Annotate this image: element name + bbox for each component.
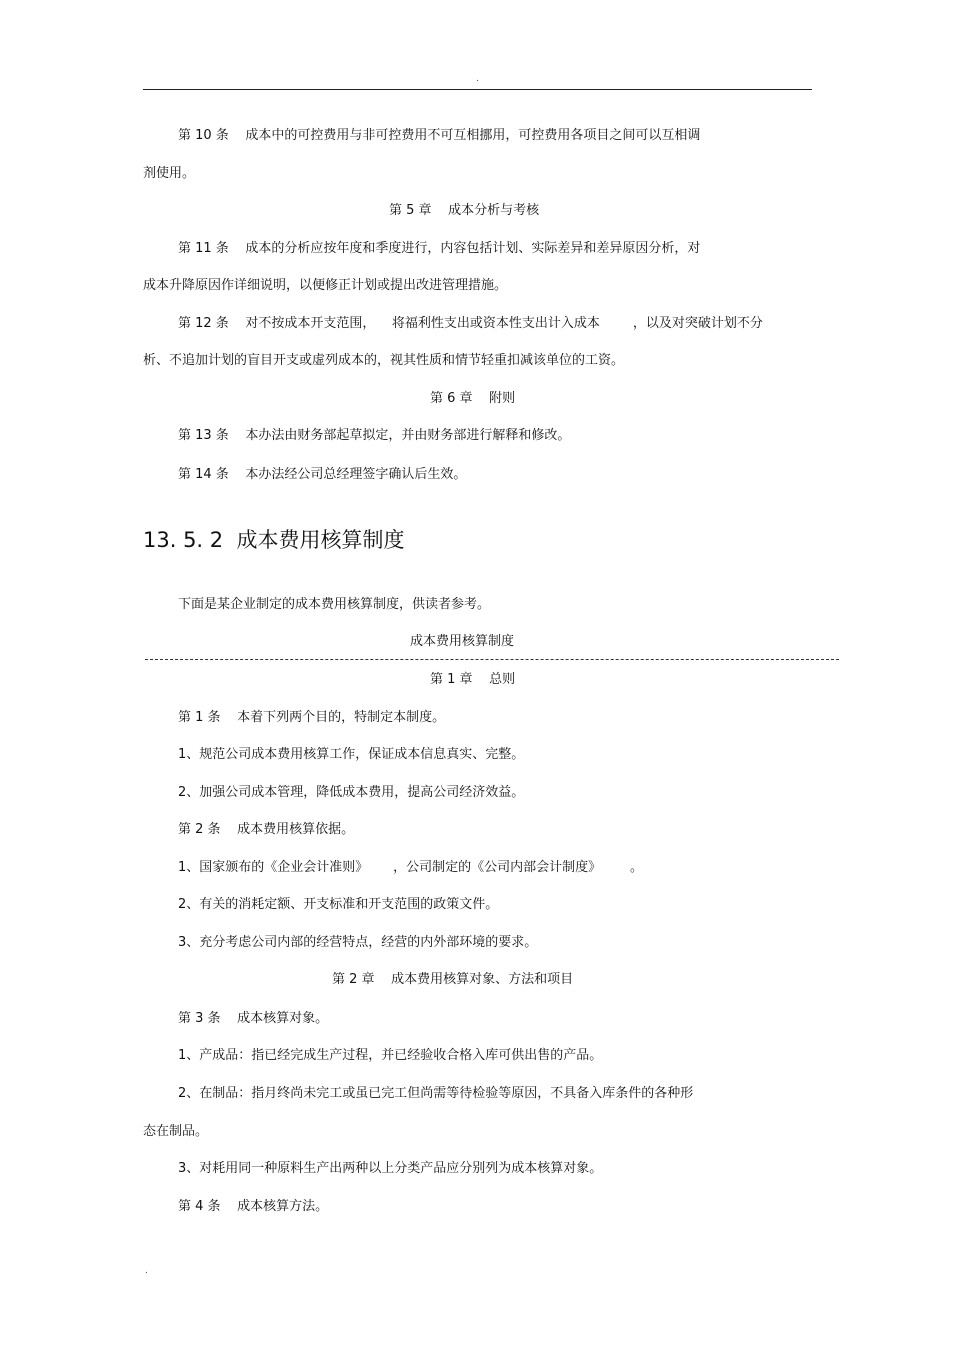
article-12-line-2: 析、不追加计划的盲目开支或虚列成本的，视其性质和情节轻重扣减该单位的工资。 (143, 353, 625, 368)
article-11-line-2: 成本升降原因作详细说明，以便修正计划或提出改进管理措施。 (143, 278, 508, 293)
article-3-item-2-line-2: 态在制品。 (143, 1124, 209, 1139)
chapter-1-title: 第 1 章 总则 (430, 672, 516, 687)
header-dot: . (476, 74, 479, 84)
article-3-item-1: 1、产成品：指已经完成生产过程，并已经验收合格入库可供出售的产品。 (178, 1048, 603, 1063)
article-3-item-2-line-1: 2、在制品：指月终尚未完工或虽已完工但尚需等待检验等原因，不具备入库条件的各种形 (178, 1086, 694, 1101)
article-2: 第 2 条 成本费用核算依据。 (178, 822, 355, 837)
article-3-item-3: 3、对耗用同一种原料生产出两种以上分类产品应分别列为成本核算对象。 (178, 1161, 603, 1176)
article-1-item-2: 2、加强公司成本管理，降低成本费用，提高公司经济效益。 (178, 785, 525, 800)
article-10-line-2: 剂使用。 (143, 166, 196, 181)
article-2-item-2: 2、有关的消耗定额、开支标准和开支范围的政策文件。 (178, 897, 499, 912)
header-rule (143, 89, 812, 90)
dashed-divider (145, 659, 839, 660)
article-2-item-1: 1、国家颁布的《企业会计准则》 ，公司制定的《公司内部会计制度》 。 (178, 860, 643, 875)
article-1-item-1: 1、规范公司成本费用核算工作，保证成本信息真实、完整。 (178, 747, 525, 762)
article-2-item-3: 3、充分考虑公司内部的经营特点，经营的内外部环境的要求。 (178, 935, 538, 950)
article-4: 第 4 条 成本核算方法。 (178, 1199, 329, 1214)
footer-dot: . (145, 1266, 148, 1276)
article-12-line-1: 第 12 条 对不按成本开支范围， 将福利性支出或资本性支出计入成本 ，以及对突破计划不分 (178, 316, 763, 331)
document-title: 成本费用核算制度 (410, 634, 515, 649)
article-13: 第 13 条 本办法由财务部起草拟定，并由财务部进行解释和修改。 (178, 428, 571, 443)
intro-paragraph: 下面是某企业制定的成本费用核算制度，供读者参考。 (178, 597, 491, 612)
article-10-line-1: 第 10 条 成本中的可控费用与非可控费用不可互相挪用，可控费用各项目之间可以互相调 (178, 128, 701, 143)
section-heading: 13. 5. 2 成本费用核算制度 (143, 528, 405, 552)
chapter-6-title: 第 6 章 附则 (430, 391, 516, 406)
article-14: 第 14 条 本办法经公司总经理签字确认后生效。 (178, 467, 467, 482)
article-1: 第 1 条 本着下列两个目的，特制定本制度。 (178, 710, 446, 725)
article-11-line-1: 第 11 条 成本的分析应按年度和季度进行，内容包括计划、实际差异和差异原因分析，对 (178, 241, 701, 256)
article-3: 第 3 条 成本核算对象。 (178, 1011, 329, 1026)
chapter-2-title: 第 2 章 成本费用核算对象、方法和项目 (332, 972, 574, 987)
chapter-5-title: 第 5 章 成本分析与考核 (389, 203, 540, 218)
